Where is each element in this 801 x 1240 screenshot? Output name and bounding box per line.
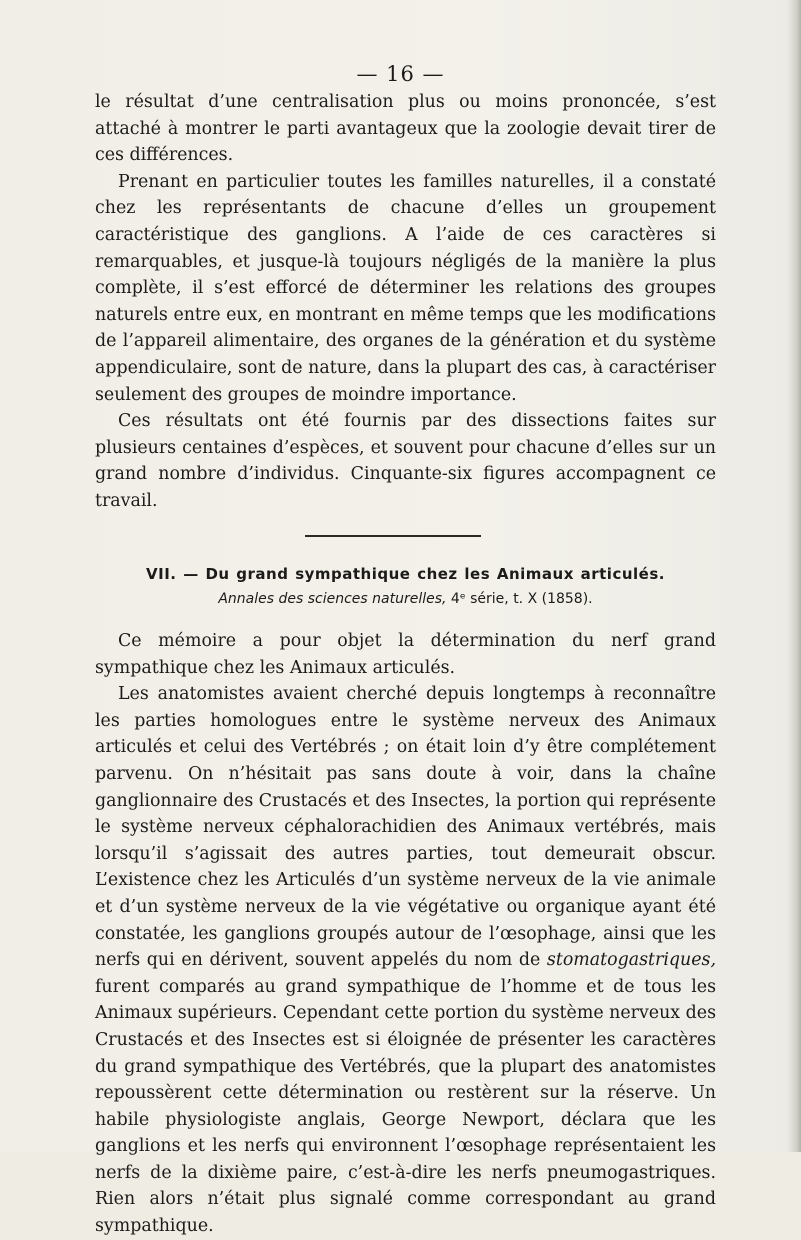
paragraph-2-text-a: Les anatomistes avaient cherché depuis longtemps à reconnaître les parties homologues entre le système nerveux des Animaux articulés et celui des Vertébrés ; on était loin d’y être complétement parvenu. On n’hésitait pas sans doute à voir, dans la chaîne ganglionnaire des Crustacés et des Insectes, la portion qui représente le système nerveux céphalorachidien des Animaux vertébrés, mais lorsqu’il s’agissait des autres parties, tout demeurait obscur. L’existence chez les Articulés d’un système nerveux de la vie animale et d’un système nerveux de la vie végétative ou organique ayant été constatée, les ganglions groupés autour de l’œsophage, ainsi que les nerfs qui en dérivent, souvent appelés du nom de xyxy=(95,684,716,971)
page-number: — 16 — xyxy=(356,62,445,86)
source-journal: Annales des sciences naturelles, xyxy=(218,591,447,607)
intro-paragraph-3: Ces résultats ont été fournis par des dissections faites sur plusieurs centaines d’espèces, et souvent pour chacune d’elles sur un grand nombre d’individus. Cinquante-six figures accompagnent ce travail. xyxy=(95,411,716,511)
section-divider xyxy=(305,535,481,537)
paragraph-2-text-b: furent comparés au grand sympathique de l’homme et de tous les Animaux supérieurs. Cependant cette portion du système nerveux des Crustacés et des Insectes est si éloignée de présenter les caractères du grand sympathique des Vertébrés, que la plupart des anatomistes repoussèrent cette détermination ou restèrent sur la réserve. Un habile physiologiste anglais, George Newport, déclara que les ganglions et les nerfs qui environnent l’œsophage représentaient les nerfs de la dixième paire, c’est-à-dire les nerfs pneumogastriques. Rien alors n’était plus signalé comme correspondant au grand sympathique. xyxy=(95,976,716,1237)
paragraph-2-italic-term: stomatogastriques, xyxy=(546,950,716,971)
intro-paragraph-1: le résultat d’une centralisation plus ou moins prononcée, s’est attaché à montrer le parti avantageux que la zoologie devait tirer de ces différences. xyxy=(95,92,716,166)
section-paragraph-2 xyxy=(95,681,716,1239)
section-text-block xyxy=(95,628,716,1240)
section-title: VII. — Du grand sympathique chez les Animaux articulés. xyxy=(146,565,665,583)
section-paragraph-1: Ce mémoire a pour objet la détermination du nerf grand sympathique chez les Animaux articulés. xyxy=(95,631,716,678)
intro-paragraph-2: Prenant en particulier toutes les familles naturelles, il a constaté chez les représentants de chacune d’elles un groupement caractéristique des ganglions. A l’aide de ces caractères si remarquables, et jusque-là toujours négligés de la manière la plus complète, il s’est efforcé de déterminer les relations des groupes naturels entre eux, en montrant en même temps que les modifications de l’appareil alimentaire, des organes de la génération et du système appendiculaire, sont de nature, dans la plupart des cas, à caractériser seulement des groupes de moindre importance. xyxy=(95,171,716,405)
section-source xyxy=(95,591,716,607)
intro-text-block xyxy=(95,89,716,515)
source-detail: 4ᵉ série, t. X (1858). xyxy=(446,591,593,607)
page-edge-shadow xyxy=(787,0,801,1152)
